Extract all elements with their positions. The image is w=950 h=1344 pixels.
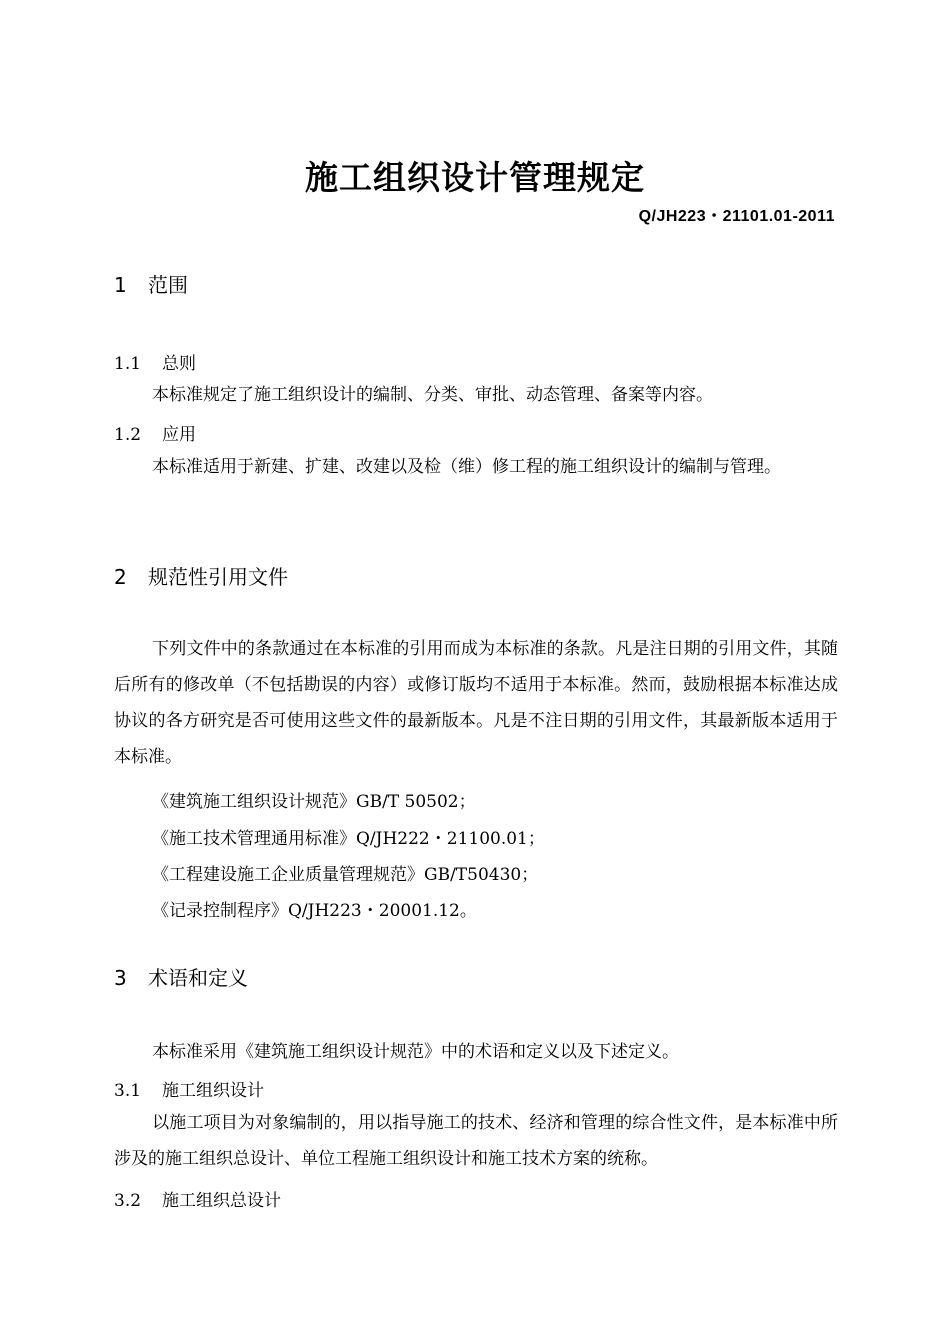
subsection-number: 3.2 <box>114 1191 142 1211</box>
subsection-number: 1.1 <box>114 354 142 374</box>
subsection-title: 施工组织设计 <box>162 1081 264 1101</box>
paragraph-2 <box>114 631 838 775</box>
reference-item: 《施工技术管理通用标准》Q/JH222・21100.01； <box>152 829 545 849</box>
subsection-number: 3.1 <box>114 1081 142 1101</box>
document-title: 施工组织设计管理规定 <box>305 158 645 197</box>
paragraph-3 <box>114 1034 838 1070</box>
subsection-3-2-heading <box>114 1186 281 1211</box>
subsection-3-1-heading <box>114 1076 264 1101</box>
section-number: 2 <box>114 565 127 589</box>
reference-item: 《记录控制程序》Q/JH223・20001.12。 <box>152 901 477 921</box>
subsection-number: 1.2 <box>114 425 142 445</box>
document-number: Q/JH223・21101.01-2011 <box>638 208 835 225</box>
subsection-title: 应用 <box>162 425 196 445</box>
paragraph-text: 以施工项目为对象编制的，用以指导施工的技术、经济和管理的综合性文件，是本标准中所涉及的施工组织总设计、单位工程施工组织设计和施工技术方案的统称。 <box>114 1113 838 1169</box>
section-number: 3 <box>114 966 127 990</box>
paragraph-text: 本标准规定了施工组织设计的编制、分类、审批、动态管理、备案等内容。 <box>152 385 713 405</box>
reference-item: 《工程建设施工企业质量管理规范》GB/T50430； <box>152 865 539 885</box>
paragraph-1-2 <box>114 449 838 485</box>
subsection-title: 施工组织总设计 <box>162 1191 281 1211</box>
section-title: 术语和定义 <box>148 966 248 990</box>
paragraph-text: 本标准适用于新建、扩建、改建以及检（维）修工程的施工组织设计的编制与管理。 <box>152 457 781 477</box>
paragraph-3-1 <box>114 1105 838 1177</box>
paragraph-text: 下列文件中的条款通过在本标准的引用而成为本标准的条款。凡是注日期的引用文件，其随后所有的修改单（不包括勘误的内容）或修订版均不适用于本标准。然而，鼓励根据本标准达成协议的各方研究是否可使用这些文件的最新版本。凡是不注日期的引用文件，其最新版本适用于本标准。 <box>114 639 838 767</box>
reference-item: 《建筑施工组织设计规范》GB/T 50502； <box>152 792 476 812</box>
subsection-title: 总则 <box>162 354 196 374</box>
section-number: 1 <box>114 273 127 297</box>
subsection-1-1-heading <box>114 349 196 374</box>
subsection-1-2-heading <box>114 420 196 445</box>
section-title: 范围 <box>148 273 188 297</box>
section-title: 规范性引用文件 <box>148 565 288 589</box>
section-3-heading <box>114 962 248 991</box>
paragraph-text: 本标准采用《建筑施工组织设计规范》中的术语和定义以及下述定义。 <box>152 1042 679 1062</box>
section-2-heading <box>114 561 288 590</box>
section-1-heading <box>114 269 188 298</box>
paragraph-1-1 <box>114 377 838 413</box>
